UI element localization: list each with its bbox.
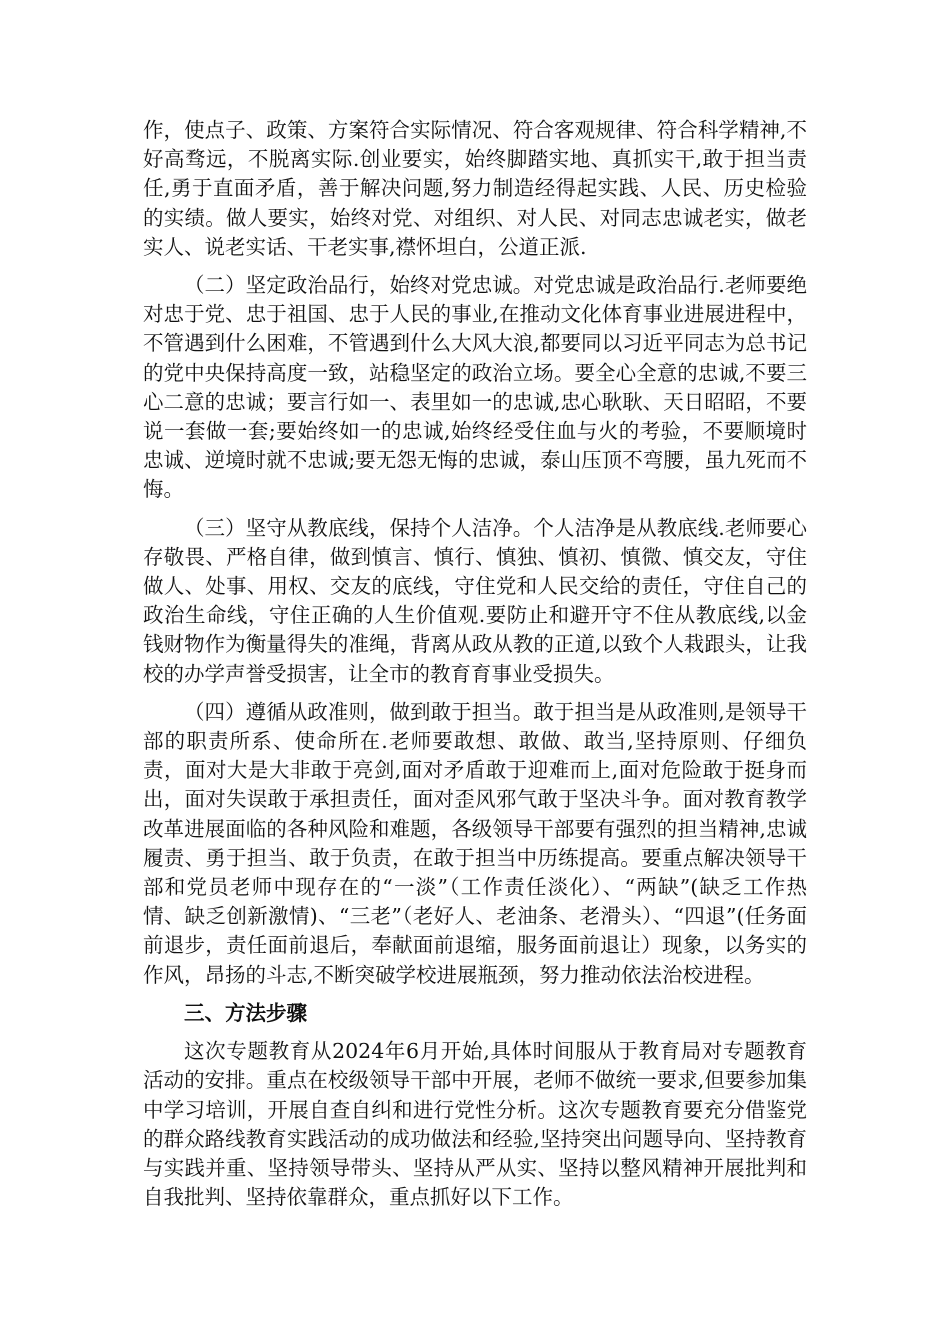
paragraph-daring-responsibility: （四）遵循从政准则，做到敢于担当。敢于担当是从政准则,是领导干部的职责所系、使命所在.老师要敢想、敢做、敢当,坚持原则、仔细负责，面对大是大非敢于亮剑,面对矛盾敢于迎难而上,面对危险敢于挺身而出，面对失误敢于承担责任，面对歪风邪气敢于坚决斗争。面对教育教学改革进展面临的各种风险和难题，各级领导干部要有强烈的担当精神,忠诚履责、勇于担当、敢于负责，在敢于担当中历练提高。要重点解决领导干部和党员老师中现存在的“一淡”（工作责任淡化）、“两缺”(缺乏工作热情、缺乏创新激情)、“三老”（老好人、老油条、老滑头）、“四退”(任务面前退步，责任面前退后，奉献面前退缩，服务面前退让）现象，以务实的作风，昂扬的斗志,不断突破学校进展瓶颈，努力推动依法治校进程。 bbox=[143, 699, 807, 987]
paragraph-political-integrity: （二）坚定政治品行，始终对党忠诚。对党忠诚是政治品行.老师要绝对忠于党、忠于祖国、忠于人民的事业,在推动文化体育事业进展进程中，不管遇到什么困难，不管遇到什么大风大浪,都要同以习近平同志为总书记的党中央保持高度一致，站稳坚定的政治立场。要全心全意的忠诚,不要三心二意的忠诚；要言行如一、表里如一的忠诚,忠心耿耿、天日昭昭，不要说一套做一套;要始终如一的忠诚,始终经受住血与火的考验，不要顺境时忠诚、逆境时就不忠诚;要无怨无悔的忠诚，泰山压顶不弯腰，虽九死而不悔。 bbox=[143, 273, 807, 502]
section-heading-methods: 三、方法步骤 bbox=[184, 1000, 307, 1025]
paragraph-teaching-bottom-line: （三）坚守从教底线，保持个人洁净。个人洁净是从教底线.老师要心存敬畏、严格自律，做到慎言、慎行、慎独、慎初、慎微、慎交友，守住做人、处事、用权、交友的底线，守住党和人民交给的责任，守住自己的政治生命线，守住正确的人生价值观.要防止和避开守不住从教底线,以金钱财物作为衡量得失的准绳，背离从政从教的正道,以致个人栽跟头，让我校的办学声誉受损害，让全市的教育育事业受损失。 bbox=[143, 515, 807, 686]
paragraph-methods-steps: 这次专题教育从2024年6月开始,具体时间服从于教育局对专题教育活动的安排。重点在校级领导干部中开展，老师不做统一要求,但要参加集中学习培训，开展自查自纠和进行党性分析。这次专题教育要充分借鉴党的群众路线教育实践活动的成功做法和经验,坚持突出问题导向、坚持教育与实践并重、坚持领导带头、坚持从严从实、坚持以整风精神开展批判和自我批判、坚持依靠群众，重点抓好以下工作。 bbox=[143, 1039, 807, 1210]
paragraph-continuation: 作，使点子、政策、方案符合实际情况、符合客观规律、符合科学精神,不好高骛远，不脱离实际.创业要实，始终脚踏实地、真抓实干,敢于担当责任,勇于直面矛盾，善于解决问题,努力制造经得起实践、人民、历史检验的实绩。做人要实，始终对党、对组织、对人民、对同志忠诚老实，做老实人、说老实话、干老实事,襟怀坦白，公道正派. bbox=[143, 118, 807, 259]
document-body bbox=[143, 116, 807, 1221]
